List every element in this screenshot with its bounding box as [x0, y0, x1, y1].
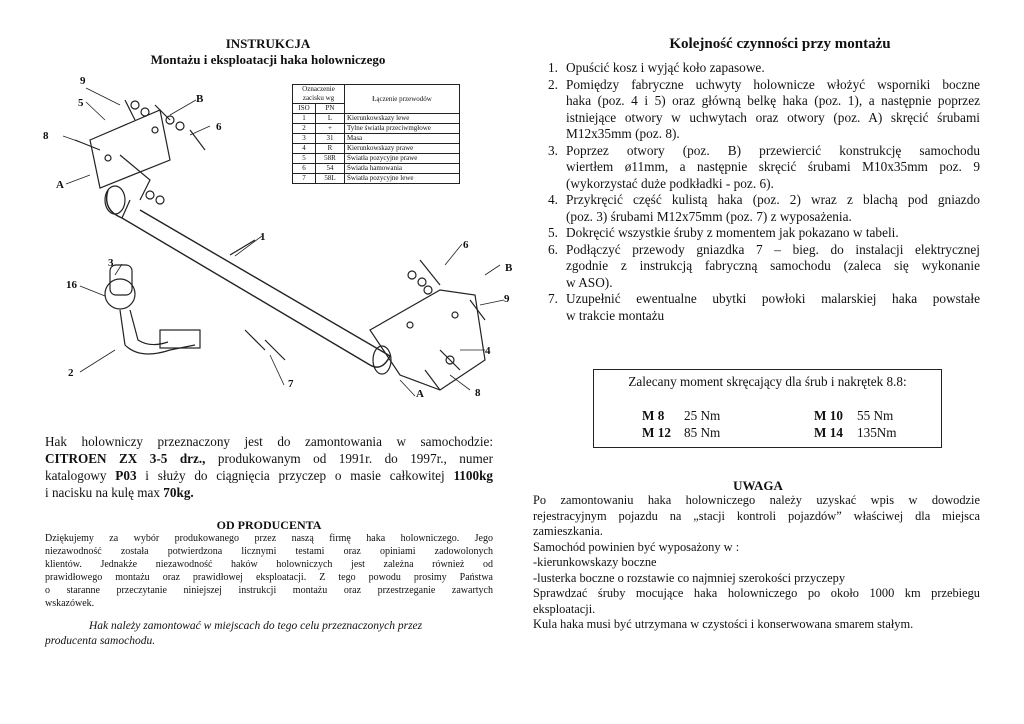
table-row: 2 + Tylne światła przeciwmgłowe	[293, 124, 460, 134]
list-item: 1. Opuścić kosz i wyjąć koło zapasowe.	[548, 60, 765, 75]
label-B2: B	[505, 262, 513, 274]
label-9: 9	[80, 75, 86, 87]
list-item: 2. Pomiędzy fabryczne uchwyty holownicze włożyć wsporniki boczne haka (poz. 4 i 5) oraz główną belkę haka (poz. 1), a następnie poprzez istniejące otwory w uchwytach oraz otwory (poz. A) skręcić śrubami M12x35mm (poz. 8).	[548, 76, 980, 141]
torque-box	[593, 369, 942, 448]
label-3: 3	[108, 257, 114, 269]
table-row: 5 58R Światła pozycyjne prawe	[293, 154, 460, 164]
label-8: 8	[43, 130, 49, 142]
beam-end-left	[105, 186, 125, 214]
producer-text: Dziękujemy za wybór produkowanego przez naszą firmę haka holowniczego. Jego niezawodność została potwierdzona licznymi testami oraz opiniami zadowolonych klientów. Jednakże niezawodność haków holowniczych jest zależna również od prawidłowego montażu oraz prawidłowej eksploatacji. Z tego powodu prosimy Państwa o staranne przeczytanie niniejszej instrukcji montażu oraz przestrzeganie zawartych wskazówek.	[45, 533, 493, 609]
label-A2: A	[416, 388, 424, 400]
instruction-subtitle: Montażu i eksploatacji haka holowniczego	[150, 52, 386, 67]
label-7: 7	[288, 378, 294, 390]
wiring-header-marking: Oznaczenie zacisku wg	[293, 85, 345, 104]
table-row: 4 R Kierunkowskazy prawe	[293, 144, 460, 154]
torque-m10-label: M 10	[814, 408, 843, 423]
ball-load: 70kg.	[163, 485, 194, 500]
torque-m14-value: 135Nm	[857, 425, 897, 440]
uwaga-title: UWAGA	[733, 478, 783, 493]
label-9b: 9	[504, 293, 510, 305]
table-row: 6 54 Światła hamowania	[293, 164, 460, 174]
left-bracket	[90, 110, 170, 188]
wiring-col-pn: PN	[316, 104, 345, 114]
table-row: 3 31 Masa	[293, 134, 460, 144]
label-2: 2	[68, 367, 74, 379]
steps-title: Kolejność czynności przy montażu	[669, 36, 891, 52]
label-8b: 8	[475, 387, 481, 399]
list-item: 5. Dokręcić wszystkie śruby z momentem jak pokazano w tabeli.	[548, 225, 899, 240]
producer-italic-note: Hak należy zamontować w miejscach do tego celu przeznaczonych przez producenta samochodu.	[45, 620, 423, 647]
list-item: 7. Uzupełnić ewentualne ubytki powłoki malarskiej haka powstałe w trakcie montażu	[548, 291, 980, 323]
label-5: 5	[78, 97, 84, 109]
label-6: 6	[216, 121, 222, 133]
producer-title: OD PRODUCENTA	[216, 518, 322, 532]
torque-m12-label: M 12	[642, 425, 671, 440]
wiring-table	[292, 84, 460, 184]
torque-m14-label: M 14	[814, 425, 843, 440]
torque-m10-value: 55 Nm	[857, 408, 894, 423]
list-item: 6. Podłączyć przewody gniazdka 7 – bieg. do instalacji elektrycznej zgodnie z instrukcją fabryczną samochodu (zaleca się wykonanie w ASO).	[548, 241, 980, 290]
label-B: B	[196, 93, 204, 105]
car-line-1: Hak holowniczy przeznaczony jest do zamontowania w samochodzie:	[45, 434, 493, 449]
label-4: 4	[485, 345, 491, 357]
trailer-mass: 1100kg	[453, 468, 494, 483]
label-6b: 6	[463, 239, 469, 251]
label-A: A	[56, 179, 64, 191]
torque-m12-value: 85 Nm	[684, 425, 721, 440]
table-row: 1 L Kierunkowskazy lewe	[293, 114, 460, 124]
right-bracket	[370, 290, 485, 390]
catalog-number: P03	[115, 468, 137, 483]
table-row: 7 58L Światła pozycyjne lewe	[293, 174, 460, 184]
list-item: 3. Poprzez otwory (poz. B) przewiercić konstrukcję samochodu wiertłem ø11mm, a następnie skręcić śrubami M10x35mm poz. 9 (wykorzystać duże podkładki - poz. 6).	[548, 142, 980, 191]
car-application: Hak holowniczy przeznaczony jest do zamontowania w samochodzie: CITROEN ZX 3-5 drz., produkowanym od 1991r. do 1997r., numer katalogowy P03 i służy do ciągnięcia przyczep o masie całkowitej 1100kg i nacisku na kulę max 70kg.	[45, 434, 494, 500]
torque-m8-value: 25 Nm	[684, 408, 721, 423]
wiring-header-connection: Łączenie przewodów	[345, 85, 460, 114]
instruction-title: INSTRUKCJA	[225, 36, 311, 51]
list-item: 4. Przykręcić część kulistą haka (poz. 2) wraz z blachą pod gniazdo (poz. 3) śrubami M12x75mm (poz. 7) z wyposażenia.	[548, 192, 980, 224]
uwaga-text: Po zamontowaniu haka holowniczego należy uzyskać wpis w dowodzie rejestracyjnym pojazdu na „stacji kontroli pojazdów” właściwej dla miejsca zamieszkania. Samochód powinien być wyposażony w : -kierunkowskazy boczne -lusterka boczne o rozstawie co najmniej szerokości przyczepy Sprawdzać śruby mocujące haka holowniczego po około 1000 km przebiegu eksploatacji. Kula haka musi być utrzymana w czystości i konserwowana smarem stałym.	[533, 493, 980, 631]
car-model: CITROEN ZX 3-5 drz.,	[45, 451, 206, 466]
torque-header: Zalecany moment skręcający dla śrub i nakrętek 8.8:	[628, 374, 907, 389]
label-16: 16	[66, 279, 77, 291]
wiring-col-iso: ISO	[293, 104, 316, 114]
main-beam	[107, 190, 390, 367]
torque-m8-label: M 8	[642, 408, 665, 423]
assembly-steps	[548, 60, 980, 324]
label-1: 1	[260, 231, 266, 243]
